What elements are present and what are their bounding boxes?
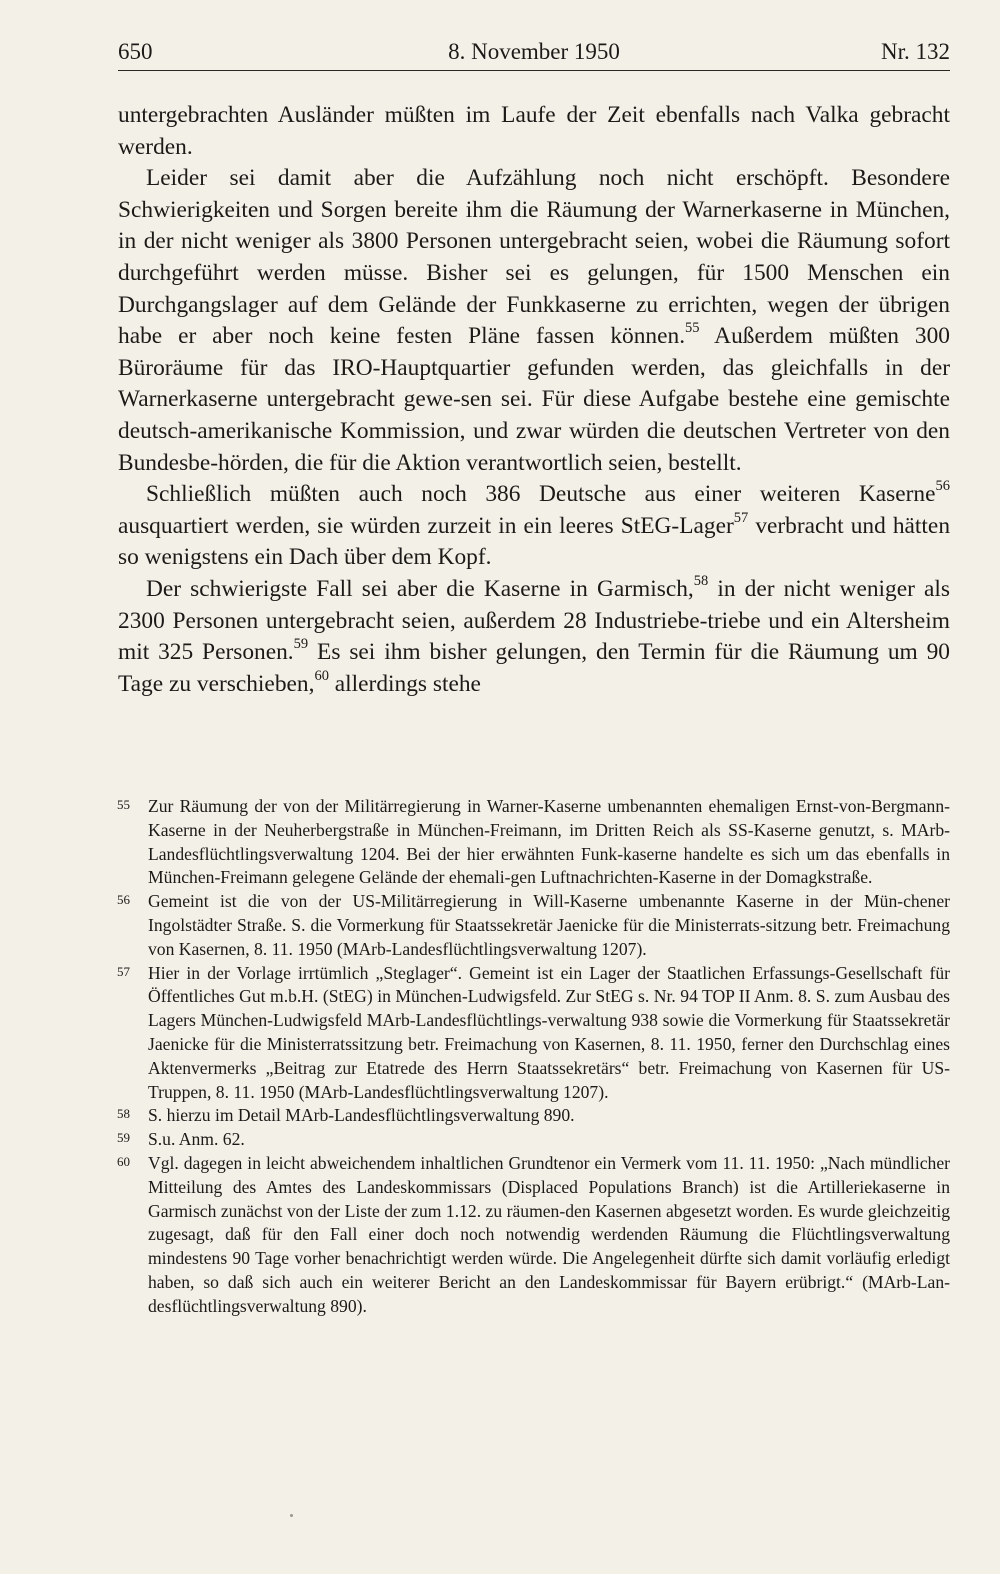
paragraph-4-text-b: in der nicht weniger als 2300 Personen untergebracht seien, außerdem 28 Industriebe-triebe und ein Altersheim mit 325 Personen. bbox=[118, 575, 951, 666]
footnote-number: 59 bbox=[117, 1130, 130, 1146]
footnote-ref-56[interactable]: 56 bbox=[935, 478, 950, 495]
header-date: 8. November 1950 bbox=[448, 39, 620, 64]
paragraph-4 bbox=[118, 574, 950, 700]
paragraph-2-text-b: Außerdem müßten 300 Büroräume für das IRO-Hauptquartier gefunden werden, das gleichfalls in der Warnerkaserne untergebracht gewe-sen sei. Für diese Aufgabe bestehe eine gemischte deutsch-amerikanische Kommission, und zwar würden die deutschen Vertreter von den Bundesbe-hörden, die für die Aktion verantwortlich seien, bestellt. bbox=[118, 323, 950, 476]
paragraph-3-text-c: verbracht und hätten so wenigstens ein Dach über dem Kopf. bbox=[118, 512, 951, 571]
main-text bbox=[118, 100, 950, 700]
print-speck bbox=[290, 1514, 293, 1517]
paragraph-4-text-c: Es sei ihm bisher gelungen, den Termin für die Räumung um 90 Tage zu verschieben, bbox=[118, 639, 950, 697]
paragraph-2-text-a: Leider sei damit aber die Aufzählung noch nicht erschöpft. Besondere Schwierigkeiten und Sorgen bereite ihm die Räumung der Warnerkaserne in München, in der nicht weniger als 3800 Personen untergebracht seien, wobei die Räumung sofort durchgeführt werden müsse. Bisher sei es gelungen, für 1500 Menschen ein Durchgangslager auf dem Gelände der Funkkaserne zu errichten, wegen der übrigen habe er aber noch keine festen Pläne fassen können. bbox=[118, 165, 950, 350]
footnote-number: 55 bbox=[117, 797, 130, 812]
footnote-number: 60 bbox=[117, 1153, 130, 1169]
document-number: Nr. 132 bbox=[881, 39, 950, 64]
footnote-ref-55[interactable]: 55 bbox=[685, 320, 700, 337]
footnote-ref-58[interactable]: 58 bbox=[693, 572, 709, 589]
footnote-55 bbox=[118, 795, 950, 890]
page-number: 650 bbox=[118, 39, 153, 64]
footnote-57 bbox=[118, 962, 950, 1105]
footnote-56 bbox=[118, 890, 950, 961]
footnote-ref-60[interactable]: 60 bbox=[314, 667, 329, 684]
paragraph-3 bbox=[118, 479, 950, 574]
footnote-ref-59[interactable]: 59 bbox=[293, 636, 309, 653]
footnote-text: S.u. Anm. 62. bbox=[148, 1129, 245, 1150]
footnote-58 bbox=[118, 1104, 950, 1128]
paragraph-1: untergebrachten Ausländer müßten im Laufe der Zeit ebenfalls nach Valka gebracht werden. bbox=[118, 102, 950, 160]
footnote-60 bbox=[118, 1152, 950, 1319]
footnote-text: Vgl. dagegen in leicht abweichendem inhaltlichen Grundtenor ein Vermerk vom 11. 11. 1950: „Nach mündlicher Mitteilung des Amtes des Landeskommissars (Displaced Populations Branch) ist die Artilleriekaserne in Garmisch zunächst von der Liste der zum 1.12. zu räumen-den Kasernen abgesetzt worden. Es wurde gleichzeitig zugesagt, daß für den Fall einer doch noch notwendig werdenden Räumung die Flüchtlingsverwaltung mindestens 90 Tage vorher benachrichtigt werden würde. Die Angelegenheit dürfte sich damit vorläufig erledigt haben, so daß sich auch ein weiterer Bericht an den Landeskommissar für Bayern erübrigt.“ (MArb-Lan-desflüchtlingsverwaltung 890). bbox=[148, 1152, 950, 1316]
paragraph-3-text-b: ausquartiert werden, sie würden zurzeit in ein leeres StEG-Lager bbox=[118, 512, 734, 539]
footnote-number: 57 bbox=[117, 963, 130, 979]
footnote-ref-57[interactable]: 57 bbox=[733, 509, 749, 526]
paragraph-3-text-a: Schließlich müßten auch noch 386 Deutsche aus einer weiteren Kaserne bbox=[146, 481, 936, 508]
running-header bbox=[118, 34, 950, 71]
footnote-text: Zur Räumung der von der Militärregierung in Warner-Kaserne umbenannten ehemaligen Ernst-von-Bergmann-Kaserne in der Neuherbergstraße in München-Freimann, im Dritten Reich als SS-Kaserne genutzt, s. MArb-Landesflüchtlingsverwaltung 1204. Bei der hier erwähnten Funk-kaserne handelte es sich um das ebenfalls in München-Freimann gelegene Gelände der ehemali-gen Luftnachrichten-Kaserne in der Domagkstraße. bbox=[148, 796, 950, 888]
footnote-number: 58 bbox=[117, 1106, 130, 1122]
footnote-text: Hier in der Vorlage irrtümlich „Steglager“. Gemeint ist ein Lager der Staatlichen Erfassungs-Gesellschaft für Öffentliches Gut m.b.H. (StEG) in München-Ludwigsfeld. Zur StEG s. Nr. 94 TOP II Anm. 8. S. zum Ausbau des Lagers München-Ludwigsfeld MArb-Landesflüchtlings-verwaltung 938 sowie die Vormerkung für Staatssekretär Jaenicke für die Ministerratssitzung betr. Freimachung von Kasernen, 8. 11. 1950, ferner den Durchschlag eines Aktenvermerks „Beitrag zur Etatrede des Herrn Staatssekretärs“ betr. Freimachung von Kasernen für US-Truppen, 8. 11. 1950 (MArb-Landesflüchtlingsverwaltung 1207). bbox=[148, 962, 950, 1102]
footnote-text: Gemeint ist die von der US-Militärregierung in Will-Kaserne umbenannte Kaserne in der Mün-chener Ingolstädter Straße. S. die Vormerkung für Staatssekretär Jaenicke für die Ministerrats-sitzung betr. Freimachung von Kasernen, 8. 11. 1950 (MArb-Landesflüchtlingsverwaltung 1207). bbox=[148, 891, 950, 959]
paragraph-4-text-d: allerdings stehe bbox=[328, 670, 481, 697]
footnote-number: 56 bbox=[117, 892, 130, 908]
paragraph-2 bbox=[118, 163, 950, 479]
footnote-text: S. hierzu im Detail MArb-Landesflüchtlingsverwaltung 890. bbox=[148, 1105, 575, 1126]
footnote-59 bbox=[118, 1128, 950, 1152]
footnotes bbox=[118, 795, 950, 1319]
paragraph-4-text-a: Der schwierigste Fall sei aber die Kaserne in Garmisch, bbox=[146, 575, 694, 602]
